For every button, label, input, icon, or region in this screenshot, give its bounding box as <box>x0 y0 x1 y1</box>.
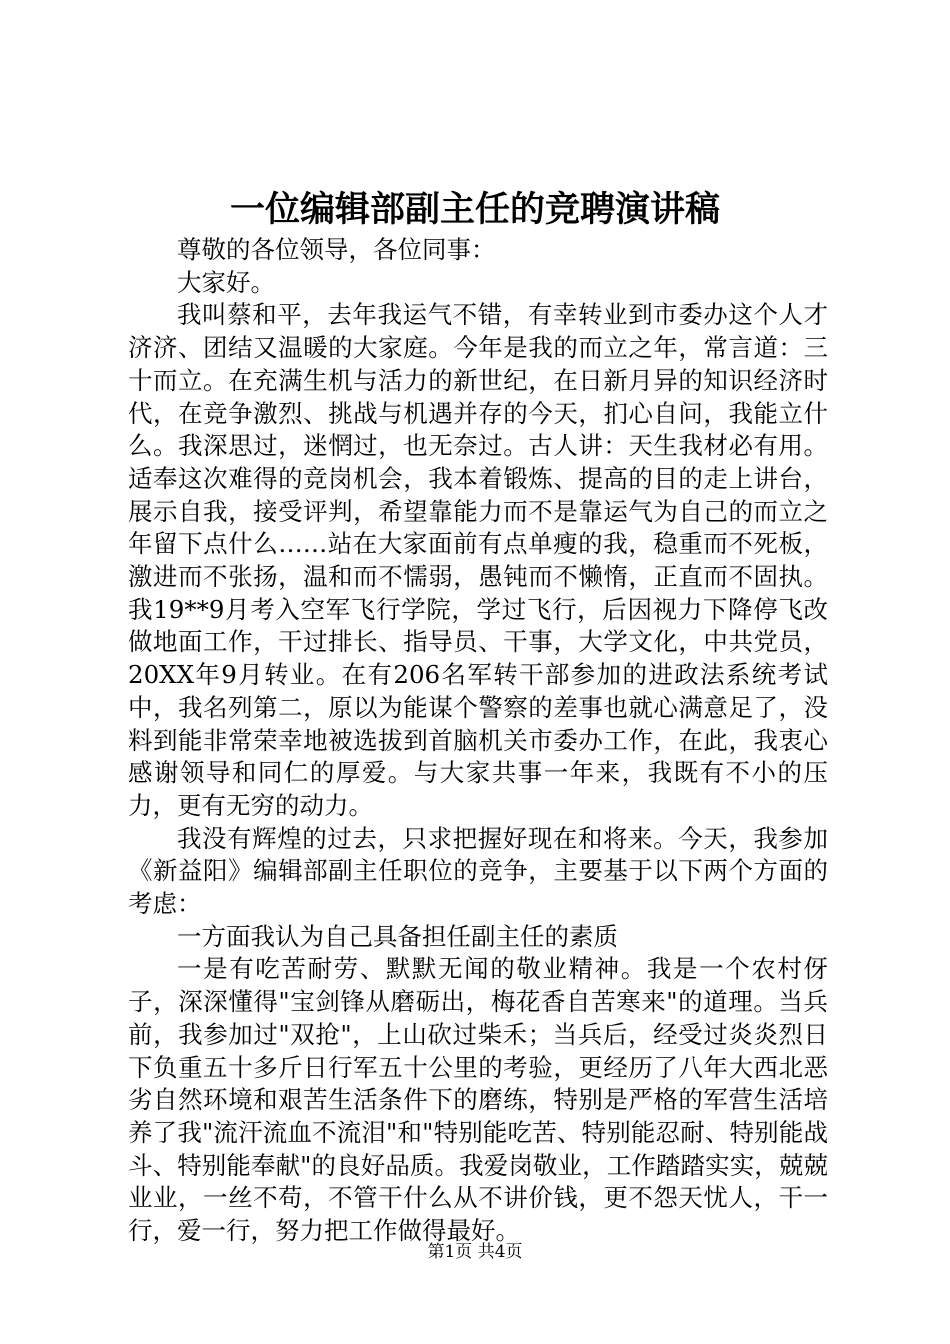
page-footer: 第1页 共4页 <box>427 1242 523 1262</box>
paragraph-point-one: 一是有吃苦耐劳、默默无闻的敬业精神。我是一个农村伢子，深深懂得"宝剑锋从磨砺出，梅花香自苦寒来"的道理。当兵前，我参加过"双抢"，上山砍过柴禾；当兵后，经受过炎炎烈日下负重五十多斤日行军五十公里的考验，更经历了八年大西北恶劣自然环境和艰苦生活条件下的磨练，特别是严格的军营生活培养了我"流汗流血不流泪"和"特别能吃苦、特别能忍耐、特别能战斗、特别能奉献"的良好品质。我爱岗敬业，工作踏踏实实，兢兢业业，一丝不苟，不管干什么从不讲价钱，更不怨天忧人，干一行，爱一行，努力把工作做得最好。 <box>128 954 828 1246</box>
paragraph-salutation: 尊敬的各位领导，各位同事： <box>177 235 496 264</box>
document-title: 一位编辑部副主任的竞聘演讲稿 <box>229 189 720 230</box>
paragraph-introduction: 我叫蔡和平，去年我运气不错，有幸转业到市委办这个人才济济、团结又温暖的大家庭。今年是我的而立之年，常言道：三十而立。在充满生机与活力的新世纪，在日新月异的知识经济时代，在竞争激烈、挑战与机遇并存的今天，扪心自问，我能立什么。我深思过，迷惘过，也无奈过。古人讲：天生我材必有用。适奉这次难得的竞岗机会，我本着锻炼、提高的目的走上讲台，展示自我，接受评判，希望靠能力而不是靠运气为自己的而立之年留下点什么……站在大家面前有点单瘦的我，稳重而不死板，激进而不张扬，温和而不懦弱，愚钝而不懒惰，正直而不固执。我19**9月考入空军飞行学院，学过飞行，后因视力下降停飞改做地面工作，干过排长、指导员、干事，大学文化，中共党员，20XX年9月转业。在有206名军转干部参加的进政法系统考试中，我名列第二，原以为能谋个警察的差事也就心满意足了，没料到能非常荣幸地被选拔到首脑机关市委办工作，在此，我衷心感谢领导和同仁的厚爱。与大家共事一年来，我既有不小的压力，更有无穷的动力。 <box>128 300 828 820</box>
document-body <box>128 234 828 1248</box>
paragraph-section-heading: 一方面我认为自己具备担任副主任的素质 <box>177 921 618 951</box>
paragraph-greeting: 大家好。 <box>177 267 275 297</box>
paragraph-motivation: 我没有辉煌的过去，只求把握好现在和将来。今天，我参加《新益阳》编辑部副主任职位的竞争，主要基于以下两个方面的考虑： <box>128 823 828 919</box>
